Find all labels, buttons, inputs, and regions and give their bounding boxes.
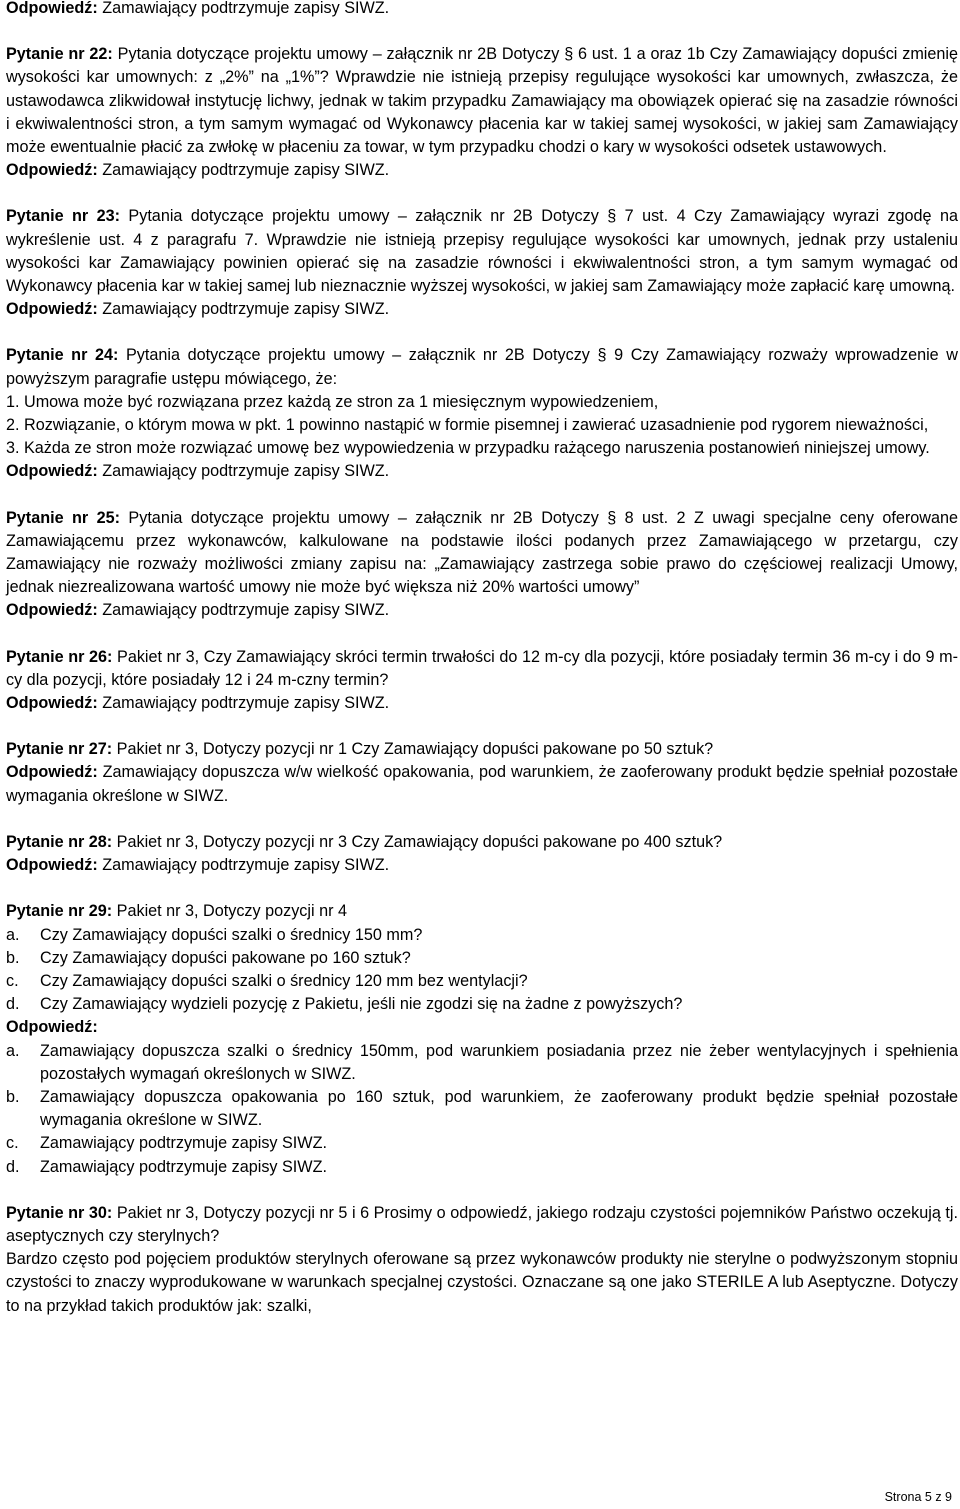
list-marker: c.	[6, 1134, 19, 1153]
list-marker: b.	[6, 948, 20, 967]
answer-item	[6, 1132, 958, 1155]
question-25	[6, 507, 958, 600]
paragraph: Bardzo często pod pojęciem produktów sterylnych oferowane są przez wykonawców produkty nie sterylne o podwyższonym stopniu czystości to znaczy wyprodukowane w warunkach specjalnej czystości. Oznaczane są one jako STERILE A lub Aseptyczne. Dotyczy to na przykład takich produktów jak: szalki,	[6, 1250, 958, 1315]
question-27	[6, 738, 958, 761]
question-label: Pytanie nr 25:	[6, 508, 120, 527]
answer-text: Zamawiający dopuszcza w/w wielkość opakowania, pod warunkiem, że zaoferowany produkt będzie spełniał pozostałe wymagania określone w SIWZ.	[6, 763, 958, 805]
question-28	[6, 831, 958, 854]
question-label: Pytanie nr 24:	[6, 346, 119, 365]
list-item: 3. Każda ze stron może rozwiązać umowę bez wypowiedzenia w przypadku rażącego naruszenia postanowień niniejszej umowy.	[6, 439, 930, 458]
answer-label: Odpowiedź:	[6, 462, 98, 481]
question-text: Pakiet nr 3, Dotyczy pozycji nr 4	[116, 902, 347, 921]
list-text: Zamawiający podtrzymuje zapisy SIWZ.	[40, 1157, 327, 1176]
question-24	[6, 344, 958, 390]
page-number: Strona 5 z 9	[884, 1490, 952, 1504]
answer-label: Odpowiedź:	[6, 0, 98, 17]
question-label: Pytanie nr 26:	[6, 647, 113, 666]
answer-27	[6, 761, 958, 807]
answer-label: Odpowiedź:	[6, 694, 98, 713]
answer-text: Zamawiający podtrzymuje zapisy SIWZ.	[102, 0, 390, 17]
answer-label: Odpowiedź:	[6, 300, 98, 319]
list-text: Czy Zamawiający wydzieli pozycję z Pakietu, jeśli nie zgodzi się na żadne z powyższych?	[40, 995, 683, 1014]
question-text: Pakiet nr 3, Dotyczy pozycji nr 3 Czy Zamawiający dopuści pakowane po 400 sztuk?	[116, 832, 723, 851]
answer-item	[6, 1086, 958, 1132]
question-26	[6, 646, 958, 692]
answer-26	[6, 692, 958, 715]
answer-label: Odpowiedź:	[6, 763, 98, 782]
answer-item	[6, 1040, 958, 1086]
question-text: Pytania dotyczące projektu umowy – załącznik nr 2B Dotyczy § 9 Czy Zamawiający rozważy wprowadzenie w powyższym paragrafie ustępu mówiącego, że:	[6, 346, 958, 388]
question-text: Pytania dotyczące projektu umowy – załącznik nr 2B Dotyczy § 7 ust. 4 Czy Zamawiający wyrazi zgodę na wykreślenie ust. 4 z paragrafu 7. Wprawdzie nie istnieją przepisy regulujące wysokości kar umownych, jednak przy ustaleniu wysokości kar Zamawiający powinien opierać się na zasadzie równości i ekwiwalentności stron, a tym samym wymagać od Wykonawcy płacenia kar w takiej samej lub nieznacznie wyższej wysokości, w jakiej sam Zamawiający może zapłacić karę umowną.	[6, 207, 958, 296]
question-label: Pytanie nr 23:	[6, 207, 120, 226]
answer-label: Odpowiedź:	[6, 601, 98, 620]
list-item	[6, 993, 958, 1016]
answer-25	[6, 599, 958, 622]
answer-text: Zamawiający podtrzymuje zapisy SIWZ.	[102, 462, 390, 481]
question-label: Pytanie nr 22:	[6, 45, 113, 64]
list-marker: d.	[6, 1157, 20, 1176]
question-text: Pakiet nr 3, Dotyczy pozycji nr 5 i 6 Prosimy o odpowiedź, jakiego rodzaju czystości pojemników Państwo oczekują tj. aseptycznych czy sterylnych?	[6, 1203, 958, 1245]
answer-label: Odpowiedź:	[6, 856, 98, 875]
question-text: Pakiet nr 3, Dotyczy pozycji nr 1 Czy Zamawiający dopuści pakowane po 50 sztuk?	[116, 740, 714, 759]
list-item: 1. Umowa może być rozwiązana przez każdą ze stron za 1 miesięcznym wypowiedzeniem,	[6, 392, 659, 411]
answer-22	[6, 159, 958, 182]
list-marker: a.	[6, 1041, 20, 1060]
list-text: Zamawiający dopuszcza szalki o średnicy 150mm, pod warunkiem posiadania przez nie żeber wentylacyjnych i spełnienia pozostałych wymagań określonych w SIWZ.	[40, 1041, 958, 1083]
answer-label: Odpowiedź:	[6, 161, 98, 180]
question-text: Pytania dotyczące projektu umowy – załącznik nr 2B Dotyczy § 8 ust. 2 Z uwagi specjalne ceny oferowane Zamawiającemu przez wykonawców, kalkulowane na podstawie ilości podanych przez Zamawiającego w przetargu, czy Zamawiający nie rozważy możliwości zmiany zapisu na: „Zamawiający zastrzega sobie prawo do częściowej realizacji Umowy, jednak niezrealizowana wartość umowy nie może być większa niż 20% wartości umowy”	[6, 508, 958, 597]
list-marker: c.	[6, 971, 19, 990]
answer-text: Zamawiający podtrzymuje zapisy SIWZ.	[102, 300, 390, 319]
list-item	[6, 947, 958, 970]
list-text: Czy Zamawiający dopuści pakowane po 160 sztuk?	[40, 948, 411, 967]
question-label: Pytanie nr 29:	[6, 902, 113, 921]
list-item	[6, 924, 958, 947]
list-text: Czy Zamawiający dopuści szalki o średnicy 150 mm?	[40, 925, 423, 944]
question-text: Pakiet nr 3, Czy Zamawiający skróci termin trwałości do 12 m-cy dla pozycji, które posiadały termin 36 m-cy i do 9 m-cy dla pozycji, które posiadały 12 i 24 m-czny termin?	[6, 647, 958, 689]
list-text: Czy Zamawiający dopuści szalki o średnicy 120 mm bez wentylacji?	[40, 971, 528, 990]
answer-label: Odpowiedź:	[6, 1018, 98, 1037]
question-text: Pytania dotyczące projektu umowy – załącznik nr 2B Dotyczy § 6 ust. 1 a oraz 1b Czy Zamawiający dopuści zmienię wysokości kar umownych: z „2%” na „1%”? Wprawdzie nie istnieją przepisy regulujące wysokości kar umownych, zwłaszcza, że ustawodawca zlikwidował instytucję lichwy, jednak w takim przypadku Zamawiający ma obowiązek opierać się na zasadzie równości i ekwiwalentności stron, a tym samym wymagać od Wykonawcy płacenia kar w takiej samej wysokości, w jakiej sam Zamawiający może ewentualnie płacić za zwłokę w płaceniu za towar, w tym przypadku chodzi o kary w wysokości odsetek ustawowych.	[6, 45, 959, 157]
list-marker: b.	[6, 1087, 20, 1106]
answer-28	[6, 854, 958, 877]
answer-text: Zamawiający podtrzymuje zapisy SIWZ.	[102, 601, 390, 620]
question-22	[6, 43, 958, 159]
list-text: Zamawiający dopuszcza opakowania po 160 sztuk, pod warunkiem, że zaoferowany produkt będzie spełniał pozostałe wymagania określone w SIWZ.	[40, 1087, 958, 1130]
list-marker: d.	[6, 995, 20, 1014]
question-label: Pytanie nr 28:	[6, 832, 113, 851]
question-label: Pytanie nr 27:	[6, 740, 113, 759]
answer-23	[6, 298, 958, 321]
question-29	[6, 900, 958, 923]
answer-21	[6, 0, 958, 20]
answer-24	[6, 460, 958, 483]
question-label: Pytanie nr 30:	[6, 1203, 113, 1222]
list-item	[6, 970, 958, 993]
list-text: Zamawiający podtrzymuje zapisy SIWZ.	[40, 1134, 327, 1153]
question-30	[6, 1202, 958, 1248]
page-content	[6, 0, 958, 1318]
answer-text: Zamawiający podtrzymuje zapisy SIWZ.	[102, 161, 390, 180]
answer-item	[6, 1156, 958, 1179]
answer-text: Zamawiający podtrzymuje zapisy SIWZ.	[102, 694, 390, 713]
list-marker: a.	[6, 925, 20, 944]
question-23	[6, 205, 958, 298]
list-item: 2. Rozwiązanie, o którym mowa w pkt. 1 powinno nastąpić w formie pisemnej i zawierać uzasadnienie pod rygorem nieważności,	[6, 416, 929, 435]
answer-text: Zamawiający podtrzymuje zapisy SIWZ.	[102, 856, 390, 875]
